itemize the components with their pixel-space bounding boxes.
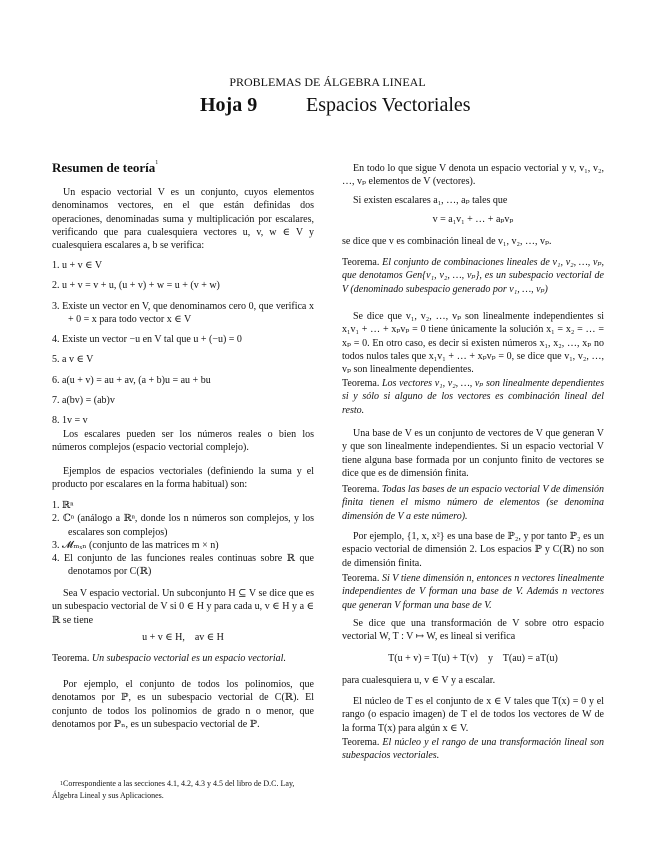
list-item: 7. a(bv) = (ab)v: [52, 395, 115, 407]
formula: v = a₁v₁ + … + aₚvₚ: [432, 214, 514, 225]
list-item: 1. ℝⁿ: [52, 500, 74, 511]
theorem-text: Un subespacio vectorial es un espacio vectorial.: [91, 653, 286, 664]
list-item: 5. a v ∈ V: [52, 354, 94, 366]
theorem: [52, 652, 314, 665]
footnote-mark: 1: [60, 781, 63, 787]
polynomials-paragraph: Por ejemplo, el conjunto de todos los polinomios, que denotamos por ℙ, es un subespacio vectorial de C(ℝ). El conjunto de todos los polinomios de grado n o menor, que denotamos por ℙₙ, es un subespacio vectorial de ℙ.: [52, 679, 314, 730]
heading-text: Resumen de teoría: [52, 160, 156, 175]
formula: T(u + v) = T(u) + T(v) y T(au) = aT(u): [388, 653, 558, 664]
examples-intro: Ejemplos de espacios vectoriales (definiendo la suma y el producto por escalares en la forma habitual) son:: [52, 466, 314, 491]
list-item: 3. Existe un vector en V, que denominamos cero 0, que verifica x + 0 = x para todo vector x ∈ V: [52, 300, 314, 325]
course-title: PROBLEMAS DE ÁLGEBRA LINEAL: [229, 75, 426, 89]
section-heading: [52, 160, 314, 176]
theorem-label: Teorema.: [52, 653, 90, 664]
footnote-mark: 1: [155, 160, 159, 166]
list-item: 2. u + v = v + u, (u + v) + w = u + (v + w): [52, 280, 220, 292]
scalars-paragraph: Los escalares pueden ser los números reales o bien los números complejos (espacio vectorial complejo).: [52, 429, 314, 454]
theorem-label: Teorema.: [342, 573, 380, 584]
theorem-text: Todas las bases de un espacio vectorial V de dimensión finita tienen el mismo número de elementos (se denomina dimensión de V a este número).: [342, 484, 605, 522]
theorem: [342, 377, 604, 417]
list-item: 4. Existe un vector −u en V tal que u + (−u) = 0: [52, 334, 242, 346]
axiom-list: [52, 259, 314, 428]
list-item: 4. El conjunto de las funciones reales continuas sobre ℝ que denotamos por C(ℝ): [52, 553, 314, 578]
paragraph: El núcleo de T es el conjunto de x ∈ V tales que T(x) = 0 y el rango (o espacio imagen) de T el de todos los vectores de W de la forma T(x) para algún x ∈ V.: [342, 696, 604, 734]
theorem-label: Teorema.: [342, 378, 380, 389]
theorem-label: Teorema.: [342, 484, 380, 495]
theorem-text: El conjunto de combinaciones lineales de v₁, v₂, …, vₚ, que denotamos Gen{v₁, v₂, …, vₚ}, es un subespacio vectorial de V (denominado subespacio generado por v₁, …, vₚ): [342, 257, 604, 295]
theorem-text: Si V tiene dimensión n, entonces n vectores linealmente independientes de V forman una base de V. Además n vectores que generan V forman una base de V.: [342, 573, 605, 611]
list-item: 3. 𝓜ₘₓₙ (conjunto de las matrices m × n): [52, 539, 219, 551]
paragraph: Se dice que v₁, v₂, …, vₚ son linealmente independientes si x₁v₁ + … + xₚvₚ = 0 tiene únicamente la solución x₁ = x₂ = … = xₚ = 0. En otro caso, es decir si existen números x₁, x₂, …, xₚ no todos nulos tales que x₁v₁ + … + xₚvₚ = 0, se dice que v₁, v₂, …, vₚ son linealmente dependientes.: [342, 311, 604, 376]
theorem-label: Teorema.: [342, 257, 380, 268]
paragraph: se dice que v es combinación lineal de v₁, v₂, …, vₚ.: [342, 236, 552, 247]
footnote-text: Correspondiente a las secciones 4.1, 4.2, 4.3 y 4.5 del libro de D.C. Lay, Álgebra Lineal y sus Aplicaciones.: [52, 779, 295, 800]
examples-list: [52, 499, 314, 579]
theorem-label: Teorema.: [342, 737, 380, 748]
paragraph: Si existen escalares a₁, …, aₚ tales que: [353, 195, 508, 206]
footnote: [52, 778, 314, 802]
theorem: [342, 572, 604, 612]
theorem-text: Los vectores v₁, v₂, …, vₚ son linealmente dependientes si y sólo si alguno de los vectores es combinación lineal del resto.: [342, 378, 604, 416]
list-item: 6. a(u + v) = au + av, (a + b)u = au + bu: [52, 374, 211, 386]
paragraph: Se dice que una transformación de V sobre otro espacio vectorial W, T : V ↦ W, es lineal si verifica: [342, 618, 604, 643]
list-item: 1. u + v ∈ V: [52, 260, 103, 271]
theorem: [342, 256, 604, 296]
subspace-paragraph: Sea V espacio vectorial. Un subconjunto H ⊆ V se dice que es un subespacio vectorial de V si 0 ∈ H y para cada u, v ∈ H y a ∈ ℝ se tiene: [52, 588, 314, 626]
list-item: 2. ℂⁿ (análogo a ℝⁿ, donde los n números son complejos, y los escalares son complejos): [52, 513, 314, 538]
paragraph: Por ejemplo, {1, x, x²} es una base de ℙ₂, y por tanto ℙ₂ es un espacio vectorial de dimensión 2. Los espacios ℙ y C(ℝ) no son de dimensión finita.: [342, 531, 604, 569]
list-item: 8. 1v = v: [52, 415, 88, 427]
paragraph: En todo lo que sigue V denota un espacio vectorial y v, v₁, v₂, …, vₚ elementos de V (vectores).: [342, 163, 604, 188]
theorem-text: El núcleo y el rango de una transformación lineal son subespacios vectoriales.: [342, 737, 604, 762]
sheet-number: Hoja 9: [200, 94, 258, 116]
theorem: [342, 736, 604, 763]
subspace-formula: u + v ∈ H, av ∈ H: [142, 632, 224, 643]
intro-paragraph: Un espacio vectorial V es un conjunto, cuyos elementos denominamos vectores, en el que están definidas dos operaciones, denominadas suma y multiplicación por escalares, verificando que para cualesquiera vectores u, v, w ∈ V y cualesquiera escalares a, b se verifica:: [52, 187, 314, 252]
theorem: [342, 483, 604, 523]
paragraph: para cualesquiera u, v ∈ V y a escalar.: [342, 675, 496, 686]
sheet-topic: Espacios Vectoriales: [306, 94, 471, 116]
paragraph: Una base de V es un conjunto de vectores de V que generan V y que son linealmente independientes. Si un espacio vectorial V tiene alguna base formada por un conjunto finito de vectores se dice que es de dimensión finita.: [342, 428, 604, 479]
